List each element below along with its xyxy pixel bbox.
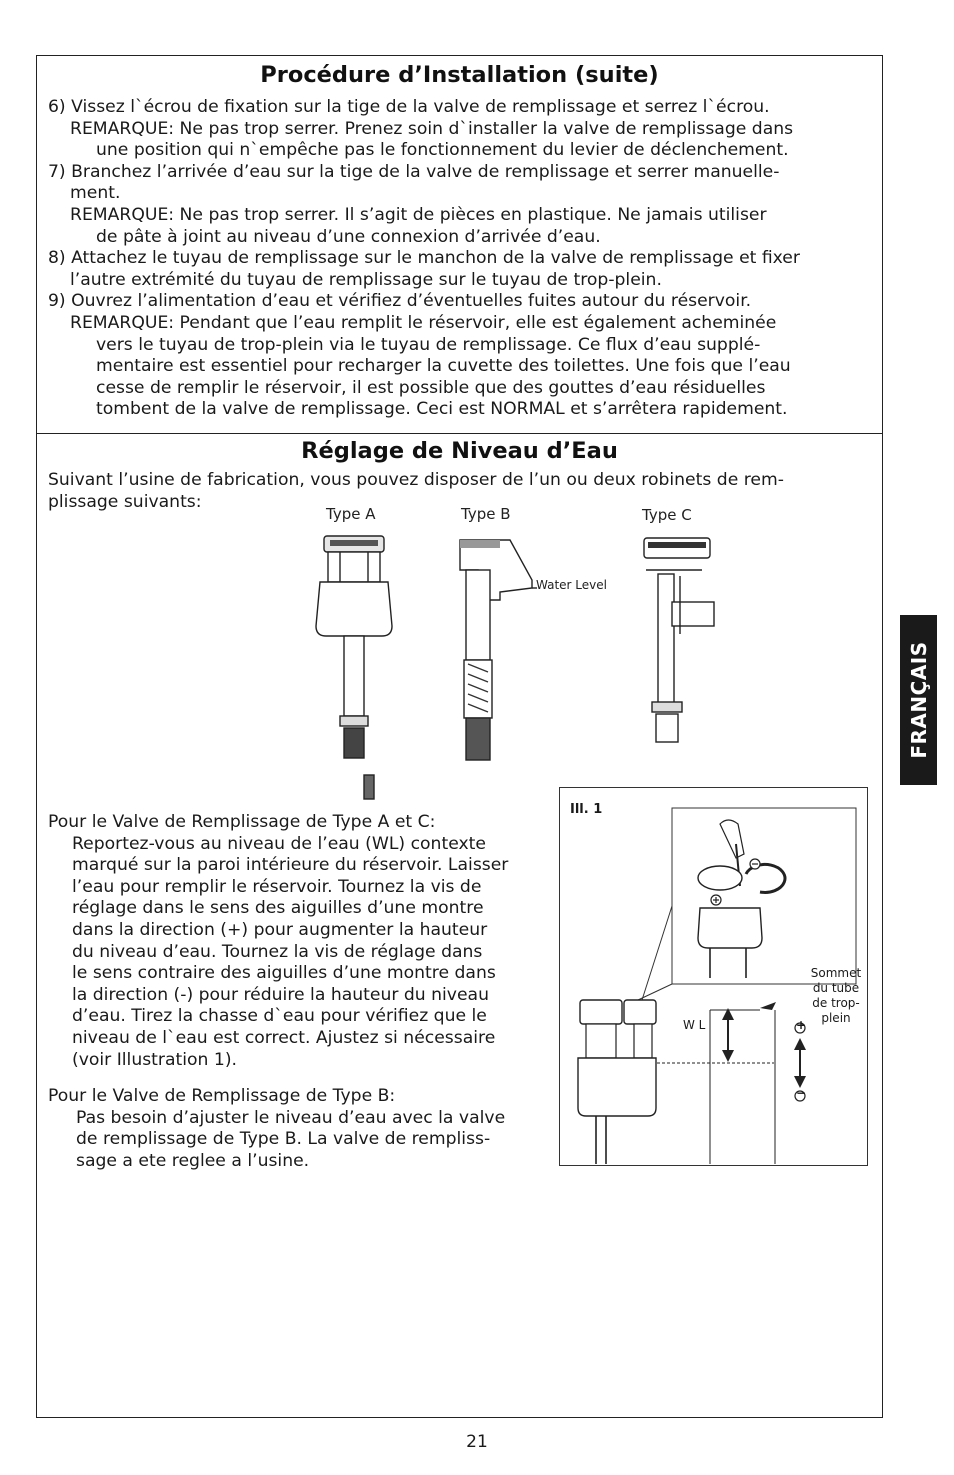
language-tab	[900, 615, 937, 785]
instruction-line: de pâte à joint au niveau d’une connexion d’arrivée d’eau.	[96, 226, 601, 247]
type-ac-line: d’eau. Tirez la chasse d`eau pour vérifiez que le	[72, 1006, 487, 1027]
instruction-line: 7) Branchez l’arrivée d’eau sur la tige de la valve de remplissage et serrer manuelle-	[48, 161, 780, 182]
type-b-heading: Pour le Valve de Remplissage de Type B:	[48, 1086, 396, 1106]
type-ac-line: l’eau pour remplir le réservoir. Tournez la vis de	[72, 876, 482, 897]
type-ac-line: (voir Illustration 1).	[72, 1049, 237, 1070]
instruction-line: une position qui n`empêche pas le fonctionnement du levier de déclenchement.	[96, 140, 789, 161]
overflow-label-line: de trop-	[812, 996, 860, 1010]
section-title-installation: Procédure d’Installation (suite)	[260, 62, 659, 88]
intro-line: Suivant l’usine de fabrication, vous pouvez disposer de l’un ou deux robinets de rem-	[48, 470, 784, 490]
type-ac-line: marqué sur la paroi intérieure du réservoir. Laisser	[72, 855, 509, 876]
type-ac-heading: Pour le Valve de Remplissage de Type A et C:	[48, 812, 436, 832]
type-b-lines	[48, 1108, 505, 1173]
overflow-tube-label	[796, 966, 876, 1026]
type-b-valve-drawing	[460, 540, 537, 760]
instruction-line: REMARQUE: Ne pas trop serrer. Il s’agit de pièces en plastique. Ne jamais utiliser	[70, 204, 767, 225]
type-ac-line: la direction (-) pour réduire la hauteur du niveau	[72, 984, 489, 1005]
installation-steps	[48, 97, 878, 421]
instruction-line: REMARQUE: Ne pas trop serrer. Prenez soin d`installer la valve de remplissage dans	[70, 118, 794, 139]
minus-symbol: −	[796, 1086, 807, 1100]
instruction-line: cesse de remplir le réservoir, il est possible que des gouttes d’eau résiduelles	[96, 377, 766, 398]
type-b-line: de remplissage de Type B. La valve de rempliss-	[76, 1129, 491, 1150]
type-ac-line: le sens contraire des aiguilles d’une montre dans	[72, 963, 496, 984]
type-c-label: Type C	[642, 506, 692, 524]
type-ac-lines	[48, 834, 508, 1072]
type-ac-line: Reportez-vous au niveau de l’eau (WL) contexte	[72, 833, 486, 854]
type-b-line: sage a ete reglee a l’usine.	[76, 1150, 310, 1171]
water-level-label: Water Level	[536, 578, 607, 592]
type-a-valve-drawing	[316, 536, 392, 799]
type-ac-line: réglage dans le sens des aiguilles d’une montre	[72, 898, 484, 919]
instruction-line: l’autre extrémité du tuyau de remplissage sur le tuyau de trop-plein.	[70, 269, 662, 290]
fill-valve-types-figure	[300, 530, 730, 810]
type-ac-instructions	[48, 812, 508, 1071]
type-ac-line: niveau de l`eau est correct. Ajustez si nécessaire	[72, 1027, 496, 1048]
intro-line: plissage suivants:	[48, 491, 202, 512]
instruction-line: ment.	[70, 183, 121, 204]
plus-symbol: +	[796, 1018, 807, 1032]
section-title-water-level: Réglage de Niveau d’Eau	[301, 438, 618, 464]
instruction-line: tombent de la valve de remplissage. Ceci est NORMAL et s’arrêtera rapidement.	[96, 399, 788, 420]
instruction-line: vers le tuyau de trop-plein via le tuyau de remplissage. Ce flux d’eau supplé-	[96, 334, 761, 355]
type-b-line: Pas besoin d’ajuster le niveau d’eau avec la valve	[76, 1107, 506, 1128]
wl-label: W L	[683, 1018, 706, 1032]
type-b-instructions	[48, 1086, 505, 1172]
instruction-line: REMARQUE: Pendant que l’eau remplit le réservoir, elle est également acheminée	[70, 312, 777, 333]
instruction-line: 6) Vissez l`écrou de fixation sur la tige de la valve de remplissage et serrez l`écrou.	[48, 97, 770, 117]
instruction-line: mentaire est essentiel pour recharger la cuvette des toilettes. Une fois que l’eau	[96, 356, 791, 377]
instruction-line: 8) Attachez le tuyau de remplissage sur le manchon de la valve de remplissage et fixer	[48, 248, 800, 269]
page-number: 21	[466, 1432, 488, 1452]
type-ac-line: du niveau d’eau. Tournez la vis de réglage dans	[72, 941, 483, 962]
overflow-label-line: du tube	[812, 981, 860, 995]
type-c-valve-drawing	[644, 538, 714, 742]
illustration-label: Ill. 1	[570, 802, 603, 817]
section-divider	[36, 433, 883, 434]
language-tab-label: FRANÇAIS	[906, 641, 931, 759]
illustration-1	[559, 787, 868, 1166]
overflow-label-line: plein	[821, 1011, 851, 1025]
overflow-label-line: Sommet	[810, 966, 862, 980]
type-ac-line: dans la direction (+) pour augmenter la hauteur	[72, 919, 488, 940]
instruction-line: 9) Ouvrez l’alimentation d’eau et vérifiez d’éventuelles fuites autour du réservoir.	[48, 291, 752, 312]
type-b-label: Type B	[461, 505, 511, 523]
type-a-label: Type A	[326, 505, 376, 523]
